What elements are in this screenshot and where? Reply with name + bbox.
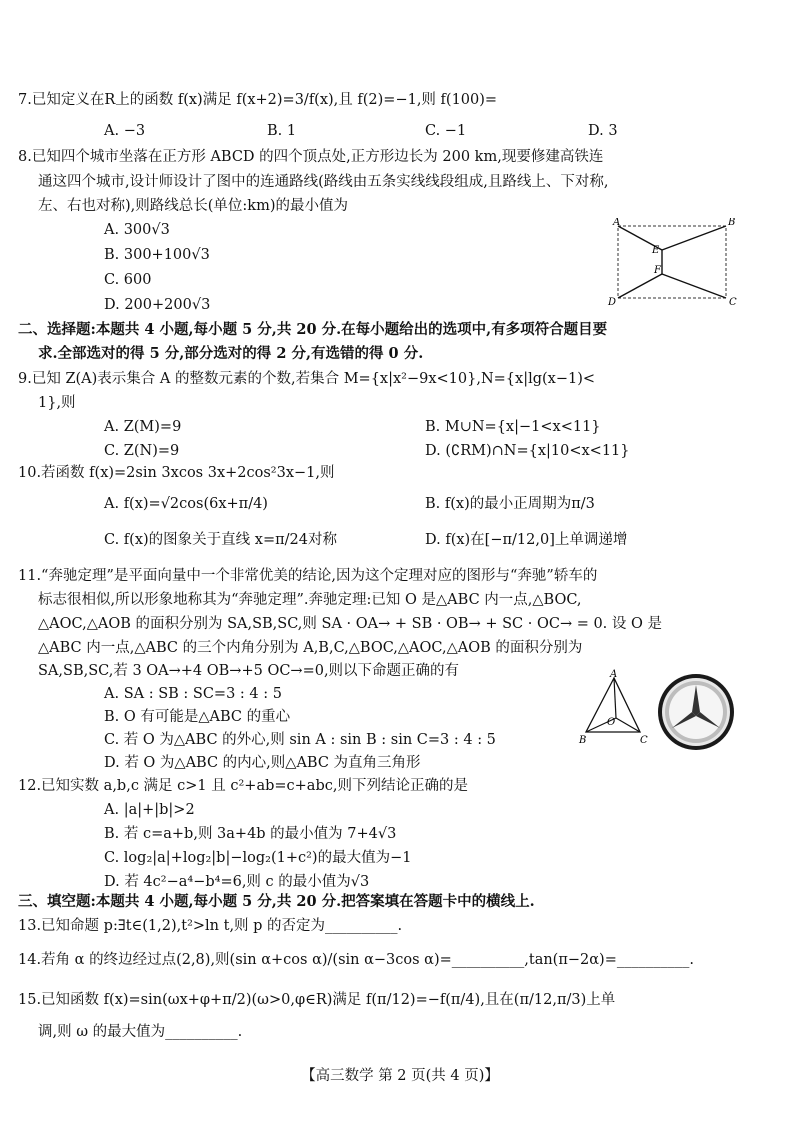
q8-label-f: F (654, 265, 661, 276)
q11-label-b: B (579, 735, 587, 746)
q9-stem-line1: 9.已知 Z(A)表示集合 A 的整数元素的个数,若集合 M={x|x²−9x<10},N={x|lg(x−1)< (18, 371, 596, 387)
q8-option-d: D. 200+200√3 (104, 297, 211, 313)
q11-option-c: C. 若 O 为△ABC 的外心,则 sin A : sin B : sin C=3 : 4 : 5 (104, 732, 496, 748)
q7-option-d: D. 3 (588, 123, 618, 139)
q8-route-cf (662, 274, 726, 298)
q12-option-c: C. log₂|a|+log₂|b|−log₂(1+c²)的最大值为−1 (104, 850, 412, 866)
q7-option-a: A. −3 (104, 123, 146, 139)
q8-stem-line2: 通这四个城市,设计师设计了图中的连通路线(路线由五条实线线段组成,且路线上、下对称, (38, 174, 609, 190)
q12-option-d: D. 若 4c²−a⁴−b⁴=6,则 c 的最小值为√3 (104, 874, 370, 890)
q11-option-b: B. O 有可能是△ABC 的重心 (104, 709, 291, 725)
q8-label-c: C (729, 297, 737, 308)
q8-label-d: D (608, 297, 617, 308)
q11-triangle-figure (576, 668, 656, 746)
q9-option-d: D. (∁RM)∩N={x|10<x<11} (425, 443, 630, 459)
q10-option-c: C. f(x)的图象关于直线 x=π/24对称 (104, 532, 337, 548)
mercedes-logo-image (654, 670, 738, 754)
q7-option-b: B. 1 (267, 123, 297, 139)
q12-option-a: A. |a|+|b|>2 (104, 802, 195, 818)
q7-stem: 7.已知定义在R上的函数 f(x)满足 f(x+2)=3/f(x),且 f(2)=−1,则 f(100)= (18, 92, 498, 108)
q15-line2: 调,则 ω 的最大值为__________. (38, 1024, 243, 1040)
q8-label-b: B (728, 218, 736, 228)
q8-stem-line1: 8.已知四个城市坐落在正方形 ABCD 的四个顶点处,正方形边长为 200 km,现要修建高铁连 (18, 149, 604, 165)
q11-stem-line5: SA,SB,SC,若 3 OA→+4 OB→+5 OC→=0,则以下命题正确的有 (38, 663, 460, 679)
q14-text: 14.若角 α 的终边经过点(2,8),则(sin α+cos α)/(sin α−3cos α)=__________,tan(π−2α)=__________. (18, 952, 694, 968)
q12-stem: 12.已知实数 a,b,c 满足 c>1 且 c²+ab=c+abc,则下列结论正确的是 (18, 778, 468, 794)
q11-stem-line3: △AOC,△AOB 的面积分别为 SA,SB,SC,则 SA · OA→ + SB · OB→ + SC · OC→ = 0. 设 O 是 (38, 616, 663, 632)
q10-option-b: B. f(x)的最小正周期为π/3 (425, 496, 595, 512)
q11-label-c: C (640, 735, 648, 746)
q11-stem-line4: △ABC 内一点,△ABC 的三个内角分别为 A,B,C,△BOC,△AOC,△AOB 的面积分别为 (38, 640, 583, 656)
q15-line1: 15.已知函数 f(x)=sin(ωx+φ+π/2)(ω>0,φ∈R)满足 f(π/12)=−f(π/4),且在(π/12,π/3)上单 (18, 992, 616, 1008)
q10-option-a: A. f(x)=√2cos(6x+π/4) (104, 496, 268, 512)
q11-label-a: A (610, 669, 618, 680)
q11-segment-oa (614, 678, 616, 718)
q11-option-d: D. 若 O 为△ABC 的内心,则△ABC 为直角三角形 (104, 755, 421, 771)
q12-option-b: B. 若 c=a+b,则 3a+4b 的最小值为 7+4√3 (104, 826, 397, 842)
q8-label-a: A (613, 218, 621, 228)
q8-option-b: B. 300+100√3 (104, 247, 210, 263)
q9-option-b: B. M∪N={x|−1<x<11} (425, 419, 601, 435)
q10-option-d: D. f(x)在[−π/12,0]上单调递增 (425, 532, 628, 548)
q8-route-df (618, 274, 662, 298)
q11-stem-line2: 标志很相似,所以形象地称其为“奔驰定理”.奔驰定理:已知 O 是△ABC 内一点,△BOC, (38, 592, 582, 608)
q11-stem-line1: 11.“奔驰定理”是平面向量中一个非常优美的结论,因为这个定理对应的图形与“奔驰”轿车的 (18, 568, 598, 584)
q9-option-c: C. Z(N)=9 (104, 443, 180, 459)
page-footer: 【高三数学 第 2 页(共 4 页)】 (301, 1068, 499, 1084)
q7-option-c: C. −1 (425, 123, 467, 139)
q9-option-a: A. Z(M)=9 (104, 419, 182, 435)
q8-square-route-figure (604, 218, 740, 308)
q8-route-be (662, 226, 726, 250)
section3-heading: 三、填空题:本题共 4 小题,每小题 5 分,共 20 分.把答案填在答题卡中的横线上. (18, 893, 535, 910)
q11-label-o: O (607, 717, 616, 728)
q8-square-outline (618, 226, 726, 298)
q8-label-e: E (652, 245, 660, 256)
section2-heading-line1: 二、选择题:本题共 4 小题,每小题 5 分,共 20 分.在每小题给出的选项中,有多项符合题目要 (18, 321, 608, 338)
q13-text: 13.已知命题 p:∃t∈(1,2),t²>ln t,则 p 的否定为__________. (18, 918, 403, 934)
q8-option-a: A. 300√3 (104, 222, 170, 238)
q11-option-a: A. SA : SB : SC=3 : 4 : 5 (104, 686, 282, 702)
q9-stem-line2: 1},则 (38, 395, 76, 411)
q10-stem: 10.若函数 f(x)=2sin 3xcos 3x+2cos²3x−1,则 (18, 465, 335, 481)
q8-option-c: C. 600 (104, 272, 152, 288)
section2-heading-line2: 求.全部选对的得 5 分,部分选对的得 2 分,有选错的得 0 分. (38, 345, 424, 362)
q8-stem-line3: 左、右也对称),则路线总长(单位:km)的最小值为 (38, 198, 348, 214)
